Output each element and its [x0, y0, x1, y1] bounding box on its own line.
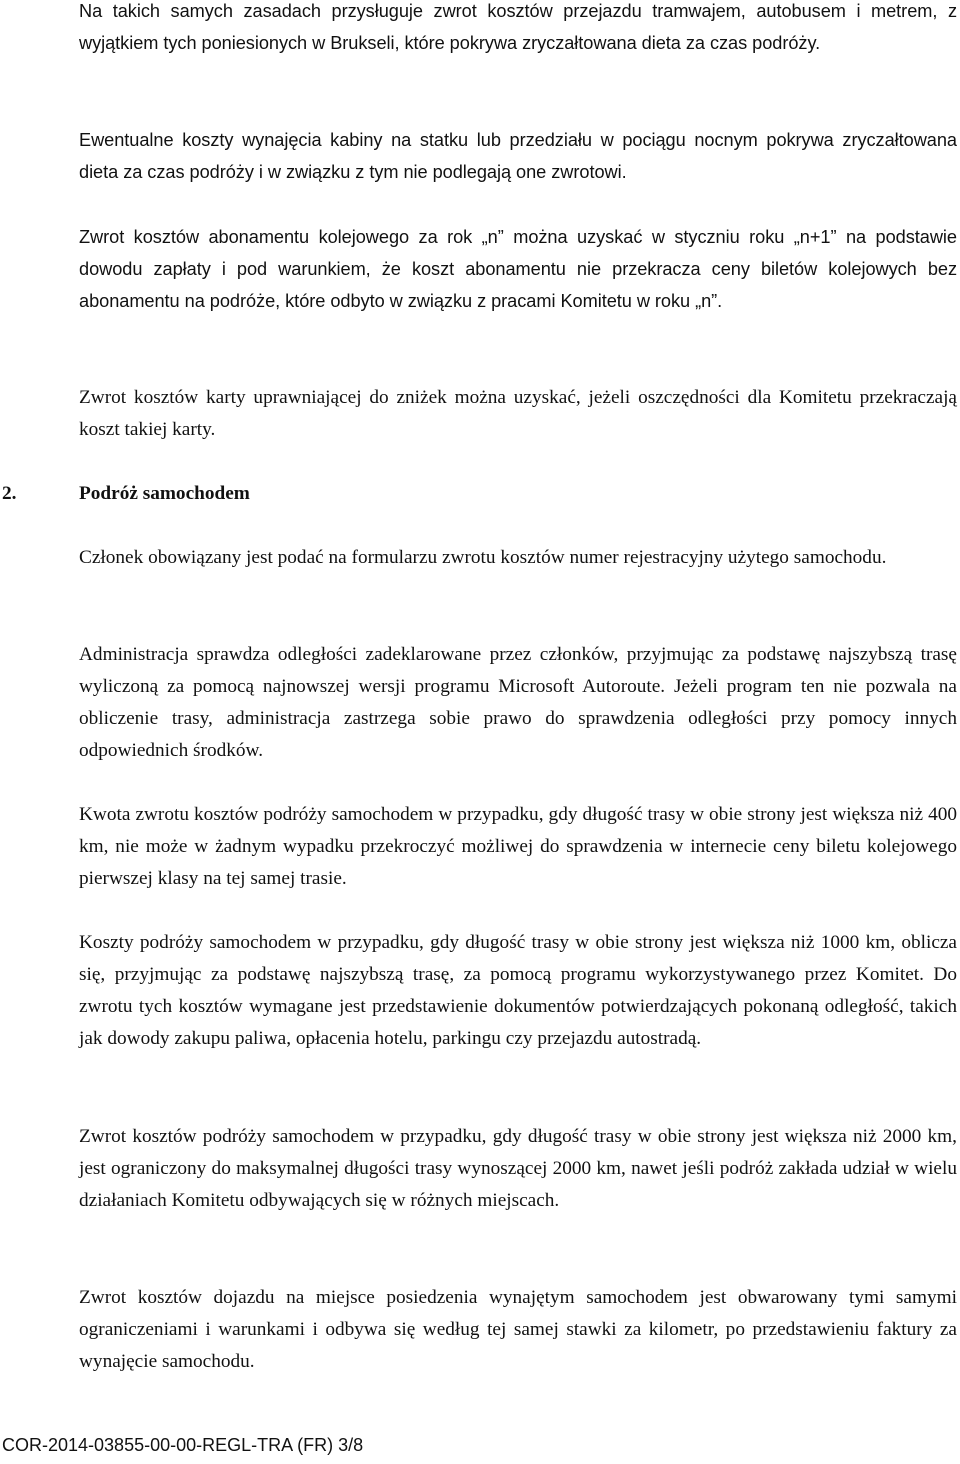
paragraph-cabin-costs: Ewentualne koszty wynajęcia kabiny na statku lub przedziału w pociągu nocnym pokrywa zryczałtowana dieta za czas podróży i w związku z tym nie podlegają one zwrotowi.: [79, 130, 957, 182]
paragraph-registration-number: Członek obowiązany jest podać na formularzu zwrotu kosztów numer rejestracyjny użytego samochodu.: [79, 547, 887, 568]
paragraph-2000km-cap: Zwrot kosztów podróży samochodem w przypadku, gdy długość trasy w obie strony jest większa niż 2000 km, jest ograniczony do maksymalnej długości trasy wynoszącej 2000 km, nawet jeśli podróż zakłada udział w wielu działaniach Komitetu odbywających się w różnych miejscach.: [79, 1126, 957, 1211]
paragraph-discount-card: Zwrot kosztów karty uprawniającej do zniżek można uzyskać, jeżeli oszczędności dla Komitetu przekraczają koszt takiej karty.: [79, 387, 957, 440]
section-number: 2.: [2, 483, 17, 504]
paragraph-public-transport: Na takich samych zasadach przysługuje zwrot kosztów przejazdu tramwajem, autobusem i metrem, z wyjątkiem tych poniesionych w Brukseli, które pokrywa zryczałtowana dieta za czas podróży.: [79, 1, 957, 53]
document-footer-reference: COR-2014-03855-00-00-REGL-TRA (FR) 3/8: [2, 1435, 364, 1455]
paragraph-rail-subscription: Zwrot kosztów abonamentu kolejowego za rok „n” można uzyskać w styczniu roku „n+1” na podstawie dowodu zapłaty i pod warunkiem, że koszt abonamentu nie przekracza ceny biletów kolejowych bez abonamentu na podróże, które odbyto w związku z pracami Komitetu w roku „n”.: [79, 227, 957, 311]
paragraph-1000km-rule: Koszty podróży samochodem w przypadku, gdy długość trasy w obie strony jest większa niż 1000 km, oblicza się, przyjmując za podstawę najszybszą trasę, za pomocą programu wykorzystywanego przez Komitet. Do zwrotu tych kosztów wymagane jest przedstawienie dokumentów potwierdzających pokonaną odległość, takich jak dowody zakupu paliwa, opłacenia hotelu, parkingu czy przejazdu autostradą.: [79, 932, 957, 1049]
section-title: Podróż samochodem: [79, 483, 250, 504]
paragraph-400km-limit: Kwota zwrotu kosztów podróży samochodem w przypadku, gdy długość trasy w obie strony jest większa niż 400 km, nie może w żadnym wypadku przekroczyć możliwej do sprawdzenia w internecie ceny biletu kolejowego pierwszej klasy na tej samej trasie.: [79, 804, 957, 889]
paragraph-rental-car: Zwrot kosztów dojazdu na miejsce posiedzenia wynajętym samochodem jest obwarowany tymi samymi ograniczeniami i warunkami i odbywa się według tej samej stawki za kilometr, po przedstawieniu faktury za wynajęcie samochodu.: [79, 1287, 957, 1372]
paragraph-distance-verification: Administracja sprawdza odległości zadeklarowane przez członków, przyjmując za podstawę najszybszą trasę wyliczoną za pomocą najnowszej wersji programu Microsoft Autoroute. Jeżeli program ten nie pozwala na obliczenie trasy, administracja zastrzega sobie prawo do sprawdzenia odległości przy pomocy innych odpowiednich środków.: [79, 644, 957, 761]
